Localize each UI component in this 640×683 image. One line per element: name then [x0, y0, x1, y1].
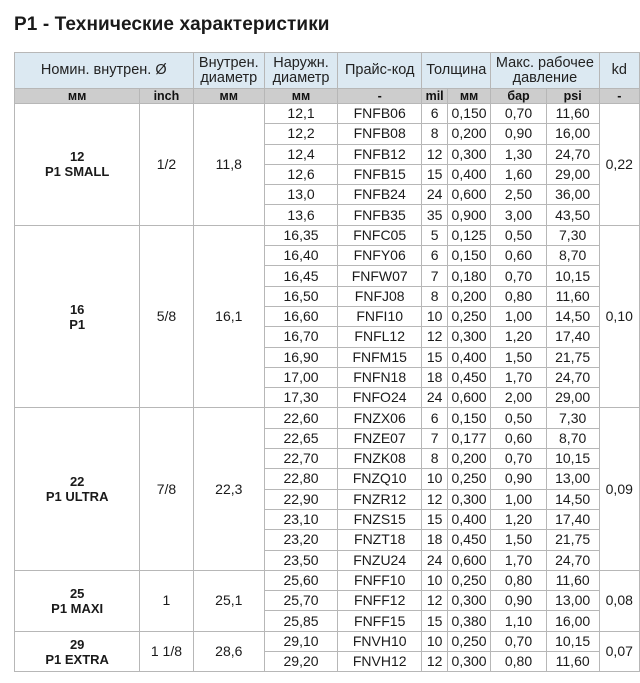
- unit-cell: -: [338, 89, 422, 104]
- outer-diameter-cell: 16,60: [265, 306, 338, 326]
- thickness-mil-cell: 8: [422, 124, 448, 144]
- outer-diameter-cell: 22,90: [265, 489, 338, 509]
- outer-diameter-cell: 16,40: [265, 246, 338, 266]
- pressure-bar-cell: 3,00: [491, 205, 546, 225]
- thickness-mil-cell: 10: [422, 570, 448, 590]
- price-code-cell: FNVH10: [338, 631, 422, 651]
- thickness-mil-cell: 35: [422, 205, 448, 225]
- thickness-mil-cell: 15: [422, 164, 448, 184]
- outer-diameter-cell: 23,10: [265, 509, 338, 529]
- outer-diameter-cell: 17,00: [265, 367, 338, 387]
- group-size: 25: [69, 585, 85, 601]
- page-title: P1 - Технические характеристики: [14, 14, 330, 35]
- price-code-cell: FNZE07: [338, 428, 422, 448]
- unit-cell: psi: [546, 89, 599, 104]
- pressure-psi-cell: 13,00: [546, 591, 599, 611]
- header-inner-diameter: Внутрен. диаметр: [193, 53, 265, 89]
- specifications-table: [14, 52, 640, 672]
- units-row: [15, 89, 640, 104]
- pressure-psi-cell: 8,70: [546, 246, 599, 266]
- thickness-mil-cell: 7: [422, 428, 448, 448]
- unit-cell: mil: [422, 89, 448, 104]
- header-kd: kd: [599, 53, 639, 89]
- thickness-mm-cell: 0,400: [447, 509, 490, 529]
- thickness-mm-cell: 0,150: [447, 104, 490, 124]
- thickness-mil-cell: 8: [422, 449, 448, 469]
- price-code-cell: FNZT18: [338, 530, 422, 550]
- header-price-code: Прайс-код: [338, 53, 422, 89]
- pressure-bar-cell: 1,00: [491, 306, 546, 326]
- unit-cell: бар: [491, 89, 546, 104]
- table-row: [15, 570, 640, 590]
- thickness-mil-cell: 15: [422, 611, 448, 631]
- pressure-bar-cell: 1,70: [491, 367, 546, 387]
- pressure-psi-cell: 11,60: [546, 652, 599, 672]
- group-inner-diameter: 25,1: [193, 570, 265, 631]
- thickness-mil-cell: 15: [422, 347, 448, 367]
- pressure-psi-cell: 11,60: [546, 570, 599, 590]
- pressure-psi-cell: 14,50: [546, 306, 599, 326]
- outer-diameter-cell: 29,10: [265, 631, 338, 651]
- group-inner-diameter: 11,8: [193, 104, 265, 226]
- thickness-mil-cell: 24: [422, 388, 448, 408]
- group-label: [15, 408, 140, 570]
- group-kd: 0,07: [599, 631, 639, 672]
- pressure-bar-cell: 0,60: [491, 246, 546, 266]
- unit-cell: мм: [15, 89, 140, 104]
- pressure-bar-cell: 0,80: [491, 652, 546, 672]
- group-size: 16: [69, 301, 85, 317]
- header-thickness: Толщина: [422, 53, 491, 89]
- thickness-mm-cell: 0,300: [447, 652, 490, 672]
- thickness-mil-cell: 24: [422, 550, 448, 570]
- outer-diameter-cell: 16,45: [265, 266, 338, 286]
- thickness-mm-cell: 0,250: [447, 631, 490, 651]
- price-code-cell: FNZK08: [338, 449, 422, 469]
- pressure-bar-cell: 2,50: [491, 185, 546, 205]
- thickness-mm-cell: 0,200: [447, 449, 490, 469]
- pressure-bar-cell: 1,70: [491, 550, 546, 570]
- pressure-bar-cell: 1,20: [491, 327, 546, 347]
- pressure-bar-cell: 0,50: [491, 408, 546, 428]
- group-label: [15, 631, 140, 672]
- outer-diameter-cell: 25,70: [265, 591, 338, 611]
- price-code-cell: FNFF10: [338, 570, 422, 590]
- pressure-bar-cell: 1,30: [491, 144, 546, 164]
- pressure-bar-cell: 2,00: [491, 388, 546, 408]
- price-code-cell: FNFJ08: [338, 286, 422, 306]
- outer-diameter-cell: 22,60: [265, 408, 338, 428]
- header-outer-diameter: Наружн. диаметр: [265, 53, 338, 89]
- group-inner-diameter: 28,6: [193, 631, 265, 672]
- price-code-cell: FNVH12: [338, 652, 422, 672]
- price-code-cell: FNZU24: [338, 550, 422, 570]
- pressure-psi-cell: 43,50: [546, 205, 599, 225]
- thickness-mil-cell: 5: [422, 225, 448, 245]
- thickness-mil-cell: 12: [422, 327, 448, 347]
- price-code-cell: FNFB08: [338, 124, 422, 144]
- thickness-mm-cell: 0,380: [447, 611, 490, 631]
- group-kd: 0,10: [599, 225, 639, 408]
- group-size: 22: [69, 474, 85, 490]
- pressure-psi-cell: 10,15: [546, 266, 599, 286]
- thickness-mm-cell: 0,300: [447, 144, 490, 164]
- group-name: P1 ULTRA: [45, 489, 109, 505]
- outer-diameter-cell: 17,30: [265, 388, 338, 408]
- price-code-cell: FNFF12: [338, 591, 422, 611]
- outer-diameter-cell: 13,0: [265, 185, 338, 205]
- thickness-mm-cell: 0,300: [447, 591, 490, 611]
- price-code-cell: FNFI10: [338, 306, 422, 326]
- unit-cell: мм: [447, 89, 490, 104]
- outer-diameter-cell: 16,70: [265, 327, 338, 347]
- table-row: [15, 104, 640, 124]
- thickness-mil-cell: 12: [422, 489, 448, 509]
- thickness-mm-cell: 0,900: [447, 205, 490, 225]
- price-code-cell: FNFL12: [338, 327, 422, 347]
- unit-cell: мм: [193, 89, 265, 104]
- table-body: [15, 104, 640, 672]
- outer-diameter-cell: 16,35: [265, 225, 338, 245]
- group-kd: 0,09: [599, 408, 639, 570]
- thickness-mil-cell: 8: [422, 286, 448, 306]
- pressure-bar-cell: 0,90: [491, 124, 546, 144]
- pressure-psi-cell: 10,15: [546, 449, 599, 469]
- thickness-mil-cell: 18: [422, 367, 448, 387]
- pressure-psi-cell: 24,70: [546, 550, 599, 570]
- group-inch: 7/8: [140, 408, 193, 570]
- price-code-cell: FNZR12: [338, 489, 422, 509]
- thickness-mm-cell: 0,177: [447, 428, 490, 448]
- price-code-cell: FNFW07: [338, 266, 422, 286]
- pressure-psi-cell: 17,40: [546, 509, 599, 529]
- group-kd: 0,22: [599, 104, 639, 226]
- pressure-bar-cell: 1,50: [491, 530, 546, 550]
- pressure-bar-cell: 0,80: [491, 570, 546, 590]
- pressure-psi-cell: 10,15: [546, 631, 599, 651]
- pressure-psi-cell: 21,75: [546, 347, 599, 367]
- pressure-psi-cell: 16,00: [546, 124, 599, 144]
- group-inner-diameter: 16,1: [193, 225, 265, 408]
- outer-diameter-cell: 12,6: [265, 164, 338, 184]
- pressure-bar-cell: 1,20: [491, 509, 546, 529]
- pressure-psi-cell: 11,60: [546, 104, 599, 124]
- pressure-bar-cell: 1,10: [491, 611, 546, 631]
- thickness-mm-cell: 0,600: [447, 550, 490, 570]
- pressure-bar-cell: 0,70: [491, 266, 546, 286]
- pressure-psi-cell: 29,00: [546, 164, 599, 184]
- thickness-mm-cell: 0,300: [447, 327, 490, 347]
- pressure-psi-cell: 17,40: [546, 327, 599, 347]
- thickness-mm-cell: 0,150: [447, 246, 490, 266]
- thickness-mil-cell: 10: [422, 631, 448, 651]
- group-inch: 1 1/8: [140, 631, 193, 672]
- pressure-psi-cell: 21,75: [546, 530, 599, 550]
- pressure-bar-cell: 0,70: [491, 104, 546, 124]
- thickness-mil-cell: 18: [422, 530, 448, 550]
- pressure-psi-cell: 24,70: [546, 144, 599, 164]
- group-inner-diameter: 22,3: [193, 408, 265, 570]
- pressure-psi-cell: 14,50: [546, 489, 599, 509]
- thickness-mil-cell: 12: [422, 144, 448, 164]
- outer-diameter-cell: 22,80: [265, 469, 338, 489]
- thickness-mm-cell: 0,400: [447, 164, 490, 184]
- group-size: 29: [69, 636, 85, 652]
- unit-cell: inch: [140, 89, 193, 104]
- pressure-psi-cell: 7,30: [546, 408, 599, 428]
- price-code-cell: FNFB15: [338, 164, 422, 184]
- thickness-mil-cell: 24: [422, 185, 448, 205]
- pressure-bar-cell: 0,50: [491, 225, 546, 245]
- pressure-psi-cell: 16,00: [546, 611, 599, 631]
- outer-diameter-cell: 23,20: [265, 530, 338, 550]
- price-code-cell: FNFY06: [338, 246, 422, 266]
- price-code-cell: FNFN18: [338, 367, 422, 387]
- table-row: [15, 225, 640, 245]
- price-code-cell: FNZQ10: [338, 469, 422, 489]
- thickness-mm-cell: 0,600: [447, 185, 490, 205]
- thickness-mm-cell: 0,125: [447, 225, 490, 245]
- pressure-bar-cell: 0,60: [491, 428, 546, 448]
- outer-diameter-cell: 12,2: [265, 124, 338, 144]
- pressure-psi-cell: 8,70: [546, 428, 599, 448]
- outer-diameter-cell: 25,85: [265, 611, 338, 631]
- outer-diameter-cell: 16,90: [265, 347, 338, 367]
- group-inch: 5/8: [140, 225, 193, 408]
- thickness-mm-cell: 0,300: [447, 489, 490, 509]
- price-code-cell: FNFB24: [338, 185, 422, 205]
- price-code-cell: FNFB12: [338, 144, 422, 164]
- thickness-mil-cell: 6: [422, 246, 448, 266]
- thickness-mil-cell: 15: [422, 509, 448, 529]
- table-row: [15, 631, 640, 651]
- price-code-cell: FNFF15: [338, 611, 422, 631]
- outer-diameter-cell: 25,60: [265, 570, 338, 590]
- price-code-cell: FNFB06: [338, 104, 422, 124]
- pressure-psi-cell: 11,60: [546, 286, 599, 306]
- price-code-cell: FNFB35: [338, 205, 422, 225]
- price-code-cell: FNFO24: [338, 388, 422, 408]
- thickness-mm-cell: 0,250: [447, 570, 490, 590]
- pressure-bar-cell: 1,60: [491, 164, 546, 184]
- header-pressure: Макс. рабочее давление: [491, 53, 599, 89]
- thickness-mil-cell: 12: [422, 591, 448, 611]
- thickness-mil-cell: 10: [422, 306, 448, 326]
- pressure-bar-cell: 1,00: [491, 489, 546, 509]
- pressure-bar-cell: 1,50: [491, 347, 546, 367]
- group-label: [15, 570, 140, 631]
- unit-cell: мм: [265, 89, 338, 104]
- thickness-mil-cell: 10: [422, 469, 448, 489]
- outer-diameter-cell: 16,50: [265, 286, 338, 306]
- outer-diameter-cell: 12,1: [265, 104, 338, 124]
- pressure-bar-cell: 0,70: [491, 631, 546, 651]
- pressure-bar-cell: 0,70: [491, 449, 546, 469]
- thickness-mm-cell: 0,200: [447, 124, 490, 144]
- group-name: P1 SMALL: [45, 164, 110, 180]
- price-code-cell: FNFM15: [338, 347, 422, 367]
- group-label: [15, 225, 140, 408]
- group-label: [15, 104, 140, 226]
- thickness-mm-cell: 0,450: [447, 530, 490, 550]
- group-name: P1 MAXI: [51, 600, 104, 616]
- unit-cell: -: [599, 89, 639, 104]
- thickness-mm-cell: 0,400: [447, 347, 490, 367]
- thickness-mil-cell: 6: [422, 104, 448, 124]
- price-code-cell: FNZS15: [338, 509, 422, 529]
- pressure-bar-cell: 0,90: [491, 469, 546, 489]
- thickness-mil-cell: 6: [422, 408, 448, 428]
- group-inch: 1: [140, 570, 193, 631]
- pressure-bar-cell: 0,90: [491, 591, 546, 611]
- thickness-mil-cell: 7: [422, 266, 448, 286]
- table-row: [15, 408, 640, 428]
- thickness-mm-cell: 0,600: [447, 388, 490, 408]
- pressure-psi-cell: 7,30: [546, 225, 599, 245]
- outer-diameter-cell: 29,20: [265, 652, 338, 672]
- thickness-mm-cell: 0,200: [447, 286, 490, 306]
- outer-diameter-cell: 13,6: [265, 205, 338, 225]
- outer-diameter-cell: 22,65: [265, 428, 338, 448]
- group-kd: 0,08: [599, 570, 639, 631]
- group-size: 12: [69, 149, 85, 165]
- thickness-mm-cell: 0,450: [447, 367, 490, 387]
- header-nominal: Номин. внутрен. Ø: [15, 53, 194, 89]
- group-inch: 1/2: [140, 104, 193, 226]
- price-code-cell: FNZX06: [338, 408, 422, 428]
- thickness-mm-cell: 0,150: [447, 408, 490, 428]
- pressure-psi-cell: 36,00: [546, 185, 599, 205]
- thickness-mil-cell: 12: [422, 652, 448, 672]
- pressure-psi-cell: 29,00: [546, 388, 599, 408]
- pressure-psi-cell: 24,70: [546, 367, 599, 387]
- thickness-mm-cell: 0,250: [447, 469, 490, 489]
- group-name: P1: [69, 316, 86, 332]
- pressure-psi-cell: 13,00: [546, 469, 599, 489]
- outer-diameter-cell: 23,50: [265, 550, 338, 570]
- group-name: P1 EXTRA: [45, 651, 109, 667]
- thickness-mm-cell: 0,250: [447, 306, 490, 326]
- outer-diameter-cell: 12,4: [265, 144, 338, 164]
- price-code-cell: FNFC05: [338, 225, 422, 245]
- pressure-bar-cell: 0,80: [491, 286, 546, 306]
- outer-diameter-cell: 22,70: [265, 449, 338, 469]
- thickness-mm-cell: 0,180: [447, 266, 490, 286]
